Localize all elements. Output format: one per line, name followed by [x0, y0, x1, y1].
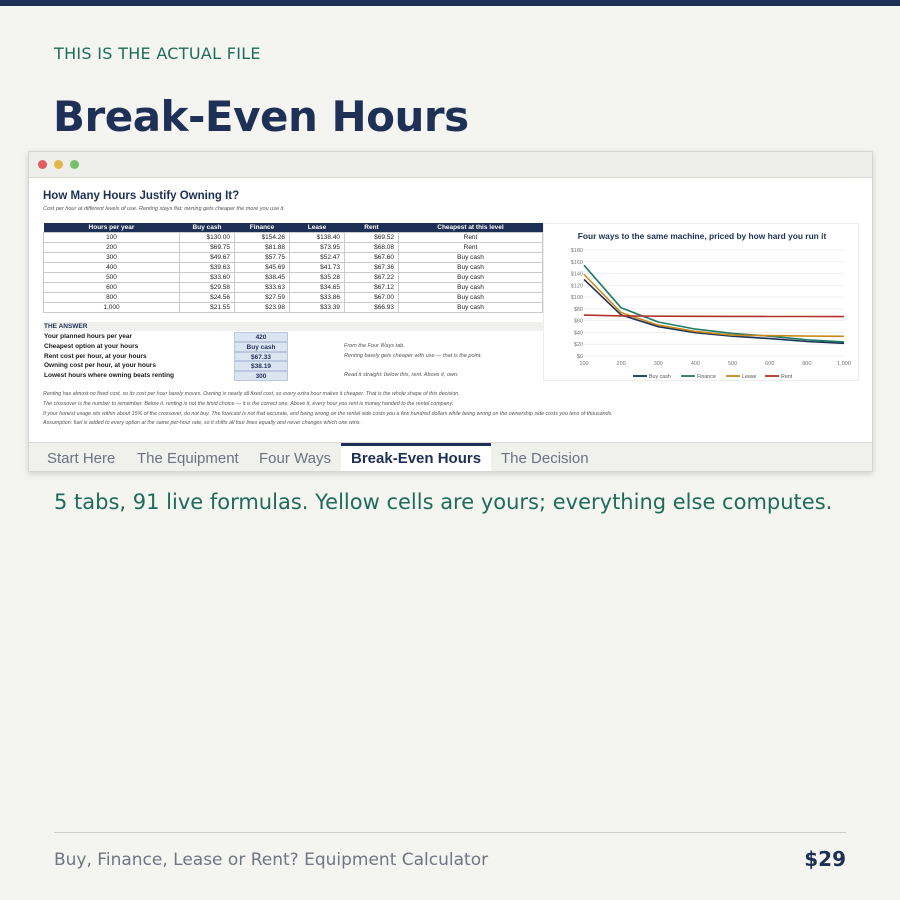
- column-header: Cheapest at this level: [399, 223, 543, 233]
- table-row: [44, 273, 543, 283]
- worksheet: [29, 178, 873, 442]
- column-header: Hours per year: [44, 223, 180, 233]
- table-row: [44, 233, 543, 243]
- note-line: The crossover is the number to remember. Below it, renting is not the timid choice — it is the correct one. Above it, every hour you rent is money handed to the rental company.: [43, 400, 454, 407]
- top-accent-bar: [0, 0, 900, 6]
- table-cell[interactable]: 400: [44, 263, 180, 273]
- table-row: [44, 283, 543, 293]
- sheet-subtitle: Cost per hour at different levels of use. Renting stays flat; owning gets cheaper the more you use it.: [43, 206, 285, 212]
- note-line: If your honest usage sits within about 15% of the crossover, do not buy. The forecast is not that accurate, and being wrong on the rental side costs you a few hundred dollars while being wrong on the ownership side costs you tens of thousands.: [43, 410, 613, 417]
- answer-label: Rent cost per hour, at your hours: [44, 352, 147, 360]
- table-cell[interactable]: $68.08: [345, 243, 399, 253]
- tab-break-even-hours[interactable]: Break-Even Hours: [341, 443, 491, 472]
- eyebrow-text: THIS IS THE ACTUAL FILE: [54, 44, 261, 63]
- table-cell[interactable]: Buy cash: [399, 263, 543, 273]
- table-cell[interactable]: $29.58: [180, 283, 235, 293]
- tagline: 5 tabs, 91 live formulas. Yellow cells are yours; everything else computes.: [54, 490, 833, 514]
- tab-start-here[interactable]: Start Here: [47, 450, 116, 467]
- table-cell[interactable]: $27.59: [235, 293, 290, 303]
- table-row: [44, 253, 543, 263]
- x-tick-label: 600: [765, 361, 775, 367]
- table-cell[interactable]: $81.88: [235, 243, 290, 253]
- table-row: [44, 303, 543, 313]
- answer-label: Lowest hours where owning beats renting: [44, 372, 175, 380]
- table-cell[interactable]: $52.47: [290, 253, 345, 263]
- x-tick-label: 100: [579, 361, 589, 367]
- table-cell[interactable]: $138.40: [290, 233, 345, 243]
- sheet-title: How Many Hours Justify Owning It?: [43, 190, 240, 202]
- series-line-finance: [584, 265, 844, 342]
- table-cell[interactable]: $21.55: [180, 303, 235, 313]
- table-cell[interactable]: $34.65: [290, 283, 345, 293]
- table-cell[interactable]: $49.67: [180, 253, 235, 263]
- table-cell[interactable]: $154.26: [235, 233, 290, 243]
- table-cell[interactable]: $33.63: [235, 283, 290, 293]
- spreadsheet-window: [28, 151, 873, 472]
- x-tick-label: 800: [802, 361, 812, 367]
- answer-row: [43, 352, 543, 362]
- table-cell[interactable]: 600: [44, 283, 180, 293]
- answer-value-cell[interactable]: $38.19: [234, 361, 288, 371]
- column-header: Finance: [235, 223, 290, 233]
- table-cell[interactable]: 500: [44, 273, 180, 283]
- answer-row: [43, 361, 543, 371]
- table-cell[interactable]: $33.60: [180, 273, 235, 283]
- table-cell[interactable]: $33.39: [290, 303, 345, 313]
- table-cell[interactable]: $57.75: [235, 253, 290, 263]
- footer-divider: [54, 832, 846, 833]
- table-cell[interactable]: 1,000: [44, 303, 180, 313]
- table-cell[interactable]: $41.73: [290, 263, 345, 273]
- table-cell[interactable]: $69.52: [345, 233, 399, 243]
- answer-note: Read it straight: below this, rent. Above it, own.: [344, 372, 459, 379]
- cost-per-hour-table: [43, 223, 543, 313]
- table-cell[interactable]: Buy cash: [399, 283, 543, 293]
- minimize-window-dot[interactable]: [54, 160, 63, 169]
- table-cell[interactable]: $24.56: [180, 293, 235, 303]
- table-cell[interactable]: $67.12: [345, 283, 399, 293]
- answer-row: [43, 342, 543, 352]
- answer-label: Owning cost per hour, at your hours: [44, 362, 156, 370]
- answer-row: [43, 332, 543, 342]
- legend-label: Finance: [697, 374, 716, 380]
- maximize-window-dot[interactable]: [70, 160, 79, 169]
- table-row: [44, 263, 543, 273]
- table-cell[interactable]: $38.45: [235, 273, 290, 283]
- chart-plot: [544, 224, 860, 382]
- table-cell[interactable]: $73.95: [290, 243, 345, 253]
- price-label: $29: [804, 847, 846, 871]
- table-cell[interactable]: $67.36: [345, 263, 399, 273]
- column-header: Buy cash: [180, 223, 235, 233]
- y-tick-label: $20: [573, 342, 583, 349]
- table-row: [44, 293, 543, 303]
- y-tick-label: $40: [573, 330, 583, 337]
- column-header: Rent: [345, 223, 399, 233]
- product-name: Buy, Finance, Lease or Rent? Equipment Calculator: [54, 850, 489, 870]
- answer-value-cell[interactable]: Buy cash: [234, 342, 288, 352]
- series-line-lease: [584, 275, 844, 337]
- x-tick-label: 300: [653, 361, 663, 367]
- answer-label: Your planned hours per year: [44, 333, 133, 340]
- table-cell[interactable]: Buy cash: [399, 293, 543, 303]
- y-tick-label: $140: [570, 271, 583, 278]
- x-tick-label: 1,000: [837, 361, 851, 367]
- break-even-chart: [543, 223, 859, 381]
- table-cell[interactable]: 200: [44, 243, 180, 253]
- answer-note: From the Four Ways tab.: [344, 342, 405, 349]
- y-tick-label: $60: [573, 318, 583, 325]
- y-tick-label: $100: [570, 295, 583, 302]
- table-cell[interactable]: $67.22: [345, 273, 399, 283]
- y-tick-label: $80: [573, 306, 583, 313]
- tab-the-decision[interactable]: The Decision: [501, 450, 589, 467]
- tab-four-ways[interactable]: Four Ways: [259, 450, 331, 467]
- window-titlebar: [29, 152, 872, 178]
- table-cell[interactable]: $67.60: [345, 253, 399, 263]
- answer-value-cell[interactable]: $67.33: [234, 352, 288, 362]
- table-cell[interactable]: $69.75: [180, 243, 235, 253]
- table-cell[interactable]: Buy cash: [399, 303, 543, 313]
- legend-label: Rent: [781, 374, 793, 380]
- notes-block: [43, 390, 613, 429]
- answer-value-cell[interactable]: 420: [234, 332, 288, 342]
- x-tick-label: 200: [616, 361, 626, 367]
- tab-the-equipment[interactable]: The Equipment: [137, 450, 239, 467]
- table-cell[interactable]: 300: [44, 253, 180, 263]
- answer-label: Cheapest option at your hours: [44, 342, 139, 350]
- table-cell[interactable]: 800: [44, 293, 180, 303]
- table-cell[interactable]: Rent: [399, 243, 543, 253]
- table-cell[interactable]: $23.98: [235, 303, 290, 313]
- table-row: [44, 243, 543, 253]
- answer-heading: THE ANSWER: [43, 322, 543, 331]
- x-tick-label: 400: [690, 361, 701, 367]
- table-cell[interactable]: $130.00: [180, 233, 235, 243]
- y-tick-label: $120: [570, 283, 583, 290]
- close-window-dot[interactable]: [38, 160, 47, 169]
- y-tick-label: $0: [576, 354, 583, 360]
- legend-label: Lease: [742, 374, 757, 380]
- chart-title: Four ways to the same machine, priced by how hard you run it: [577, 231, 827, 241]
- note-line: Assumption: fuel is added to every option at the same per-hour rate, so it shifts all four lines equally and never changes which one wins.: [43, 420, 361, 427]
- sheet-tab-bar: [29, 442, 873, 472]
- series-line-rent: [584, 315, 844, 317]
- table-cell[interactable]: $35.28: [290, 273, 345, 283]
- note-line: Renting has almost no fixed cost, so its cost per hour barely moves. Owning is nearly all fixed cost, so every extra hour makes it cheaper. That is the whole shape of this decision.: [43, 391, 460, 397]
- table-header-row: [44, 223, 543, 233]
- table-cell[interactable]: $45.69: [235, 263, 290, 273]
- answer-row: [43, 371, 543, 381]
- table-cell[interactable]: $67.00: [345, 293, 399, 303]
- column-header: Lease: [290, 223, 345, 233]
- y-tick-label: $160: [570, 259, 583, 266]
- table-cell[interactable]: Rent: [399, 233, 543, 243]
- legend-label: Buy cash: [649, 374, 671, 380]
- answer-value-cell[interactable]: 300: [234, 371, 288, 381]
- table-cell[interactable]: Buy cash: [399, 273, 543, 283]
- table-cell[interactable]: Buy cash: [399, 253, 543, 263]
- table-cell[interactable]: $66.93: [345, 303, 399, 313]
- table-cell[interactable]: $33.86: [290, 293, 345, 303]
- x-tick-label: 500: [727, 361, 738, 367]
- page-title: Break-Even Hours: [53, 92, 469, 141]
- y-tick-label: $180: [570, 248, 583, 254]
- table-cell[interactable]: $39.63: [180, 263, 235, 273]
- table-cell[interactable]: 100: [44, 233, 180, 243]
- answer-note: Renting barely gets cheaper with use — that is the point.: [344, 352, 482, 359]
